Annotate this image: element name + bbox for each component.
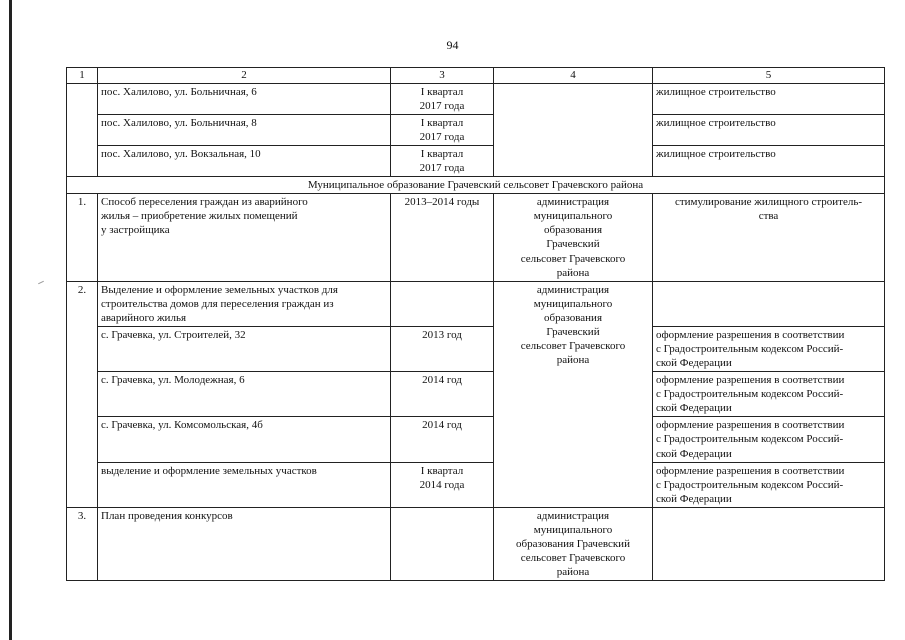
table-row [67, 194, 885, 281]
row-term: I квартал 2017 года [391, 145, 494, 176]
table-header-row [67, 68, 885, 84]
item-executor: администрация муниципального образования Грачевский сельсовет Грачевского района [494, 507, 653, 580]
subrow-note: оформление разрешения в соответствии с Градостроительным кодексом Россий- ской Федерации [653, 372, 885, 417]
table-row [67, 145, 885, 176]
col-header-1: 1 [67, 68, 98, 84]
col-header-5: 5 [653, 68, 885, 84]
col-header-2: 2 [98, 68, 391, 84]
subrow-term: 2013 год [391, 326, 494, 371]
item-number: 1. [67, 194, 98, 281]
row-term: I квартал 2017 года [391, 114, 494, 145]
item-term: 2013–2014 годы [391, 194, 494, 281]
subrow-note: оформление разрешения в соответствии с Градостроительным кодексом Россий- ской Федерации [653, 462, 885, 507]
row-note: жилищное строительство [653, 145, 885, 176]
table-row [67, 326, 885, 371]
item-term-empty [391, 281, 494, 326]
row-name: пос. Халилово, ул. Вокзальная, 10 [98, 145, 391, 176]
col-header-3: 3 [391, 68, 494, 84]
item-executor: администрация муниципального образования Грачевский сельсовет Грачевского района [494, 194, 653, 281]
left-margin-line [9, 0, 12, 640]
subrow-note: оформление разрешения в соответствии с Градостроительным кодексом Россий- ской Федерации [653, 417, 885, 462]
item-note-empty [653, 281, 885, 326]
table-row [67, 507, 885, 580]
subrow-note: оформление разрешения в соответствии с Градостроительным кодексом Россий- ской Федерации [653, 326, 885, 371]
item-name: План проведения конкурсов [98, 507, 391, 580]
item-term-empty [391, 507, 494, 580]
subrow-term: I квартал 2014 года [391, 462, 494, 507]
table-row [67, 372, 885, 417]
item-note: стимулирование жилищного строитель- ства [653, 194, 885, 281]
subrow-name: выделение и оформление земельных участков [98, 462, 391, 507]
section-title-row [67, 177, 885, 194]
row-note: жилищное строительство [653, 114, 885, 145]
item-number: 3. [67, 507, 98, 580]
table-row [67, 281, 885, 326]
item-name: Способ переселения граждан из аварийного жилья – приобретение жилых помещений у застройщика [98, 194, 391, 281]
row-number-cell [67, 83, 98, 176]
page-number: 94 [446, 38, 459, 52]
table-row [67, 417, 885, 462]
col-header-4: 4 [494, 68, 653, 84]
table-row [67, 114, 885, 145]
row-term: I квартал 2017 года [391, 83, 494, 114]
measures-table [66, 67, 885, 581]
subrow-term: 2014 год [391, 372, 494, 417]
table-row [67, 83, 885, 114]
subrow-name: с. Грачевка, ул. Молодежная, 6 [98, 372, 391, 417]
row-name: пос. Халилово, ул. Больничная, 8 [98, 114, 391, 145]
item-name: Выделение и оформление земельных участков для строительства домов для переселения граждан из аварийного жилья [98, 281, 391, 326]
item-executor: администрация муниципального образования Грачевский сельсовет Грачевского района [494, 281, 653, 507]
section-title: Муниципальное образование Грачевский сельсовет Грачевского района [67, 177, 885, 194]
item-note-empty [653, 507, 885, 580]
subrow-name: с. Грачевка, ул. Комсомольская, 4б [98, 417, 391, 462]
item-number: 2. [67, 281, 98, 507]
row-executor-cell [494, 83, 653, 176]
scan-mark [38, 281, 44, 284]
subrow-name: с. Грачевка, ул. Строителей, 32 [98, 326, 391, 371]
subrow-term: 2014 год [391, 417, 494, 462]
row-note: жилищное строительство [653, 83, 885, 114]
row-name: пос. Халилово, ул. Больничная, 6 [98, 83, 391, 114]
table-row [67, 462, 885, 507]
